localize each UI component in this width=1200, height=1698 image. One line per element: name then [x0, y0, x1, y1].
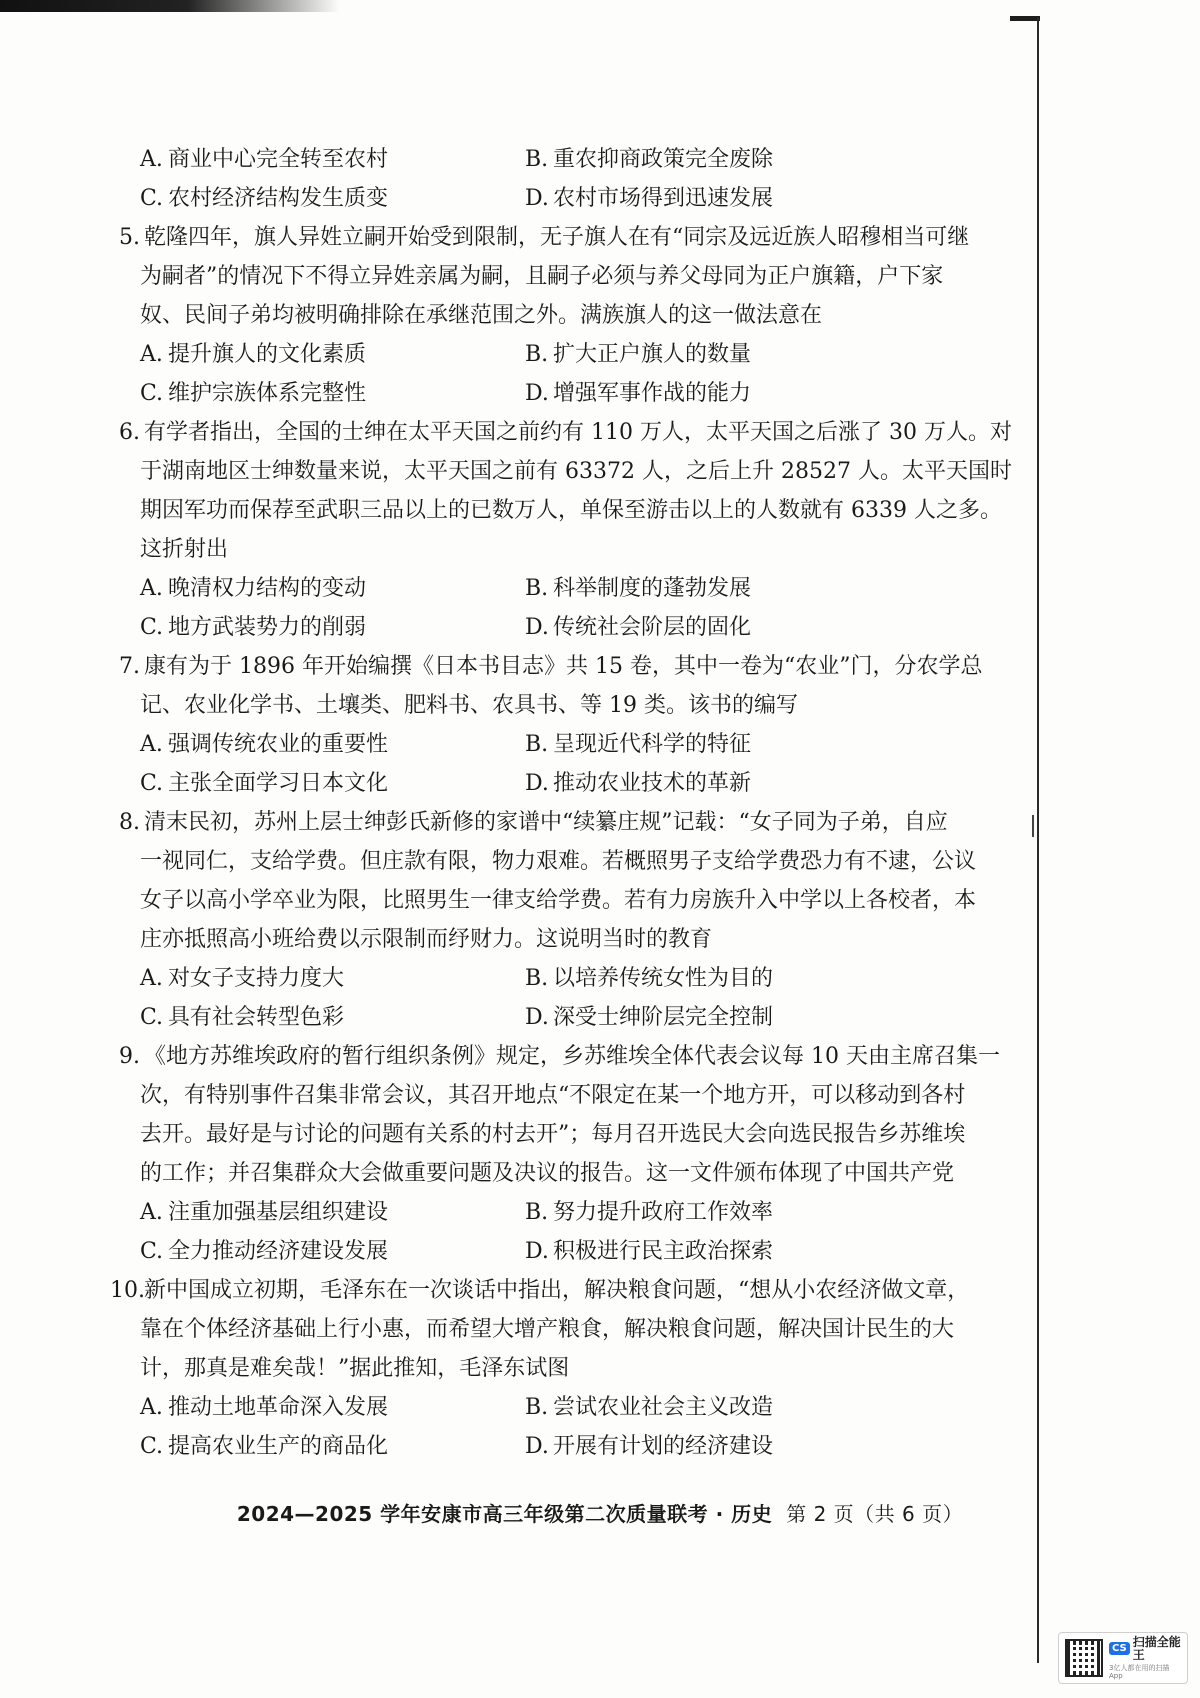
- option-b: B. 尝试农业社会主义改造: [525, 1395, 774, 1420]
- scanner-tagline: 3亿人都在用的扫描App: [1109, 1664, 1170, 1680]
- question-stem: 清末民初，苏州上层士绅彭氏新修的家谱中“续纂庄规”记载：“女子同为子弟，自应: [144, 810, 948, 835]
- option-d: D. 推动农业技术的革新: [525, 771, 752, 796]
- question-options: [110, 569, 950, 647]
- question-stem: 女子以高小学卒业为限，比照男生一律支给学费。若有力房族升入中学以上各校者，本: [140, 888, 977, 913]
- option-d: D. 积极进行民主政治探索: [525, 1239, 774, 1264]
- q4-option-d: D. 农村市场得到迅速发展: [525, 186, 774, 211]
- question-options: [110, 959, 950, 1037]
- exam-title: 2024—2025 学年安康市高三年级第二次质量联考 · 历史: [236, 1502, 773, 1526]
- page-edge-line: [1037, 18, 1039, 1663]
- question-stem: 康有为于 1896 年开始编撰《日本书目志》共 15 卷，其中一卷为“农业”门，分农学总: [144, 654, 983, 679]
- option-c: C. 主张全面学习日本文化: [140, 771, 389, 796]
- scanner-watermark: [1058, 1632, 1188, 1684]
- option-d: D. 传统社会阶层的固化: [525, 615, 752, 640]
- option-d: D. 增强军事作战的能力: [525, 381, 752, 406]
- option-b: B. 呈现近代科学的特征: [525, 732, 752, 757]
- page-footer: [0, 1498, 1200, 1527]
- q4-option-c: C. 农村经济结构发生质变: [140, 186, 389, 211]
- question-stem: 有学者指出，全国的士绅在太平天国之前约有 110 万人，太平天国之后涨了 30 万人。对: [144, 420, 1012, 445]
- option-a: A. 注重加强基层组织建设: [140, 1200, 389, 1225]
- q4-options: [110, 140, 950, 218]
- question-stem: 于湖南地区士绅数量来说，太平天国之前有 63372 人，之后上升 28527 人。太平天国时: [140, 459, 1012, 484]
- question-stem: 的工作；并召集群众大会做重要问题及决议的报告。这一文件颁布体现了中国共产党: [140, 1161, 955, 1186]
- option-d: D. 深受士绅阶层完全控制: [525, 1005, 774, 1030]
- exam-content: [110, 140, 1012, 1466]
- question-number: 7.: [119, 654, 140, 679]
- question-number: 8.: [119, 810, 140, 835]
- question-10: [110, 1271, 970, 1466]
- q4-option-b: B. 重农抑商政策完全废除: [525, 147, 774, 172]
- option-a: A. 推动土地革命深入发展: [140, 1395, 389, 1420]
- question-stem: 次，有特别事件召集非常会议，其召开地点“不限定在某一个地方开，可以移动到各村: [140, 1083, 966, 1108]
- question-options: [110, 1388, 950, 1466]
- question-stem: 《地方苏维埃政府的暂行组织条例》规定，乡苏维埃全体代表会议每 10 天由主席召集一: [144, 1044, 1000, 1069]
- option-a: A. 强调传统农业的重要性: [140, 732, 389, 757]
- question-stem: 靠在个体经济基础上行小惠，而希望大增产粮食，解决粮食问题，解决国计民生的大: [140, 1317, 955, 1342]
- camscanner-logo-icon: CS: [1109, 1642, 1130, 1655]
- question-options: [110, 725, 950, 803]
- question-stem: 计，那真是难矣哉！”据此推知，毛泽东试图: [140, 1356, 570, 1381]
- option-a: A. 晚清权力结构的变动: [140, 576, 367, 601]
- question-stem: 一视同仁，支给学费。但庄款有限，物力艰难。若概照男子支给学费恐力有不逮，公议: [140, 849, 977, 874]
- question-7: [110, 647, 983, 803]
- question-stem: 为嗣者”的情况下不得立异姓亲属为嗣，且嗣子必须与养父母同为正户旗籍，户下家: [140, 264, 944, 289]
- question-stem: 这折射出: [140, 537, 229, 562]
- scanner-app-name: 扫描全能王: [1132, 1634, 1181, 1662]
- question-6: [110, 413, 1012, 647]
- question-9: [110, 1037, 1000, 1271]
- option-c: C. 维护宗族体系完整性: [140, 381, 367, 406]
- option-a: A. 对女子支持力度大: [140, 966, 345, 991]
- question-stem: 新中国成立初期，毛泽东在一次谈话中指出，解决粮食问题，“想从小农经济做文章，: [144, 1278, 970, 1303]
- option-c: C. 地方武装势力的削弱: [140, 615, 367, 640]
- question-stem: 去开。最好是与讨论的问题有关系的村去开”；每月召开选民大会向选民报告乡苏维埃: [140, 1122, 966, 1147]
- option-b: B. 以培养传统女性为目的: [525, 966, 774, 991]
- question-number: 10.: [110, 1278, 145, 1303]
- question-stem: 记、农业化学书、土壤类、肥料书、农具书、等 19 类。该书的编写: [140, 693, 798, 718]
- option-c: C. 全力推动经济建设发展: [140, 1239, 389, 1264]
- page-edge-tick: [1010, 16, 1040, 21]
- question-stem: 期因军功而保荐至武职三品以上的已数万人，单保至游击以上的人数就有 6339 人之多。: [140, 498, 1002, 523]
- question-number: 6.: [119, 420, 140, 445]
- q4-option-a: A. 商业中心完全转至农村: [140, 147, 389, 172]
- question-stem: 乾隆四年，旗人异姓立嗣开始受到限制，无子旗人在有“同宗及远近族人昭穆相当可继: [144, 225, 970, 250]
- option-b: B. 努力提升政府工作效率: [525, 1200, 774, 1225]
- option-a: A. 提升旗人的文化素质: [140, 342, 367, 367]
- qr-code-icon: [1065, 1639, 1103, 1677]
- question-stem: 奴、民间子弟均被明确排除在承继范围之外。满族旗人的这一做法意在: [140, 303, 823, 328]
- option-d: D. 开展有计划的经济建设: [525, 1434, 774, 1459]
- option-c: C. 具有社会转型色彩: [140, 1005, 345, 1030]
- page-number: 第 2 页（共 6 页）: [786, 1502, 964, 1526]
- question-stem: 庄亦抵照高小班给费以示限制而纾财力。这说明当时的教育: [140, 927, 713, 952]
- question-number: 9.: [119, 1044, 140, 1069]
- question-options: [110, 1193, 950, 1271]
- question-number: 5.: [119, 225, 140, 250]
- question-8: [110, 803, 977, 1037]
- question-5: [110, 218, 970, 413]
- question-options: [110, 335, 950, 413]
- option-b: B. 科举制度的蓬勃发展: [525, 576, 752, 601]
- page-edge-mark: [1032, 815, 1034, 837]
- option-c: C. 提高农业生产的商品化: [140, 1434, 389, 1459]
- option-b: B. 扩大正户旗人的数量: [525, 342, 752, 367]
- scan-edge-shadow: [0, 0, 340, 12]
